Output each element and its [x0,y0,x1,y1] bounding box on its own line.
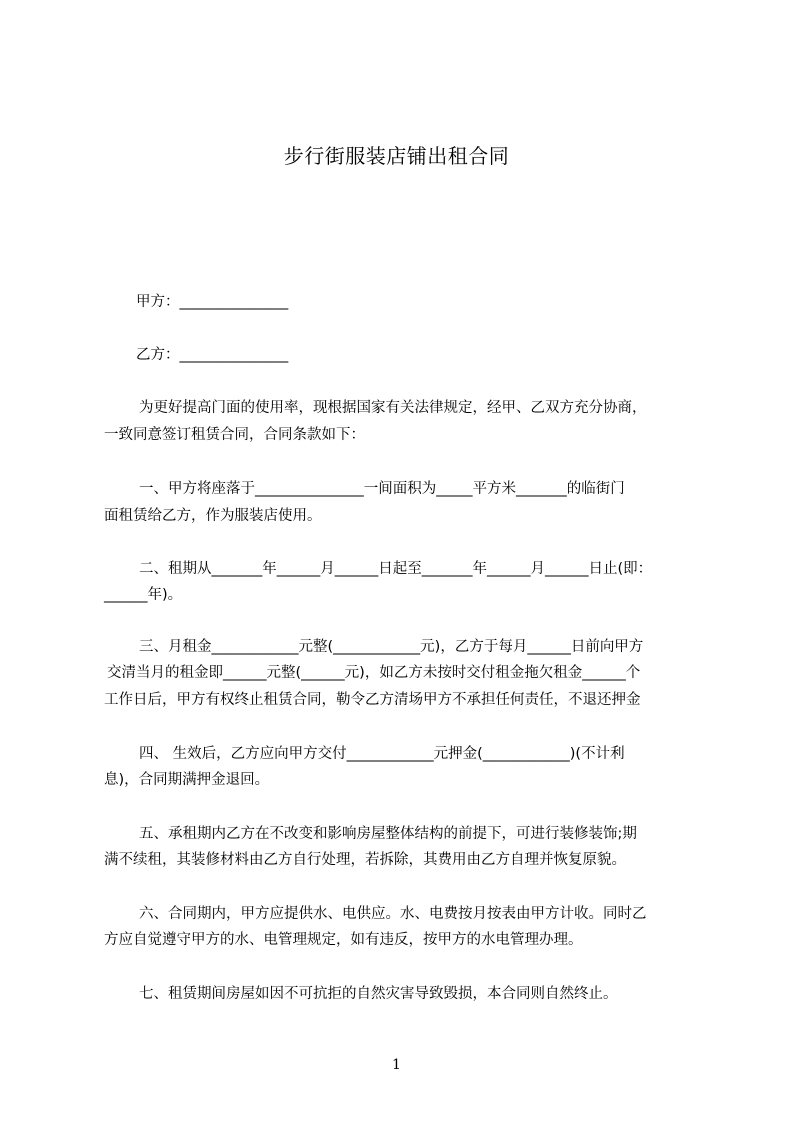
clause-5-line-1: 五、承租期内乙方在不改变和影响房屋整体结构的前提下，可进行装修装饰;期 [139,826,637,842]
intro-line-2: 一致同意签订租赁合同，合同条款如下： [104,427,365,443]
clause-3-line-1: 三、月租金____________元整(____________元)，乙方于每月______日前向甲方 [139,639,644,655]
clause-1-line-1: 一、甲方将座落于_______________一间面积为_____平方米_______的临街门 [139,481,625,497]
party-b-line: 乙方：_______________ [136,347,289,363]
clause-4-line-1: 四、 生效后，乙方应向甲方交付____________元押金(____________)(不计利 [139,746,625,762]
clause-7-line-1: 七、租赁期间房屋如因不可抗拒的自然灾害导致毁损，本合同则自然终止。 [139,986,618,1002]
page-number: 1 [392,1057,401,1073]
clause-6-line-1: 六、合同期内，甲方应提供水、电供应。水、电费按月按表由甲方计收。同时乙 [139,906,647,922]
clause-5-line-2: 满不续租，其装修材料由乙方自行处理，若拆除，其费用由乙方自理并恢复原貌。 [104,852,626,868]
document-title: 步行街服装店铺出租合同 [283,144,510,168]
clause-3-line-2: 交清当月的租金即______元整(______元)，如乙方未按时交付租金拖欠租金______个 [107,665,641,681]
clause-3-line-3: 工作日后，甲方有权终止租赁合同，勒令乙方清场甲方不承担任何责任，不退还押金 [104,692,641,708]
party-a-line: 甲方：_______________ [136,294,289,310]
intro-line-1: 为更好提高门面的使用率，现根据国家有关法律规定，经甲、乙双方充分协商， [139,400,647,416]
clause-2-line-1: 二、租期从_______年______月______日起至_______年______月______日止(即： [139,561,653,577]
clause-4-line-2: 息)，合同期满押金退回。 [104,772,270,788]
clause-1-line-2: 面租赁给乙方，作为服装店使用。 [104,508,322,524]
clause-2-line-2: ______年)。 [104,587,183,603]
clause-6-line-2: 方应自觉遵守甲方的水、电管理规定，如有违反，按甲方的水电管理办理。 [104,932,583,948]
